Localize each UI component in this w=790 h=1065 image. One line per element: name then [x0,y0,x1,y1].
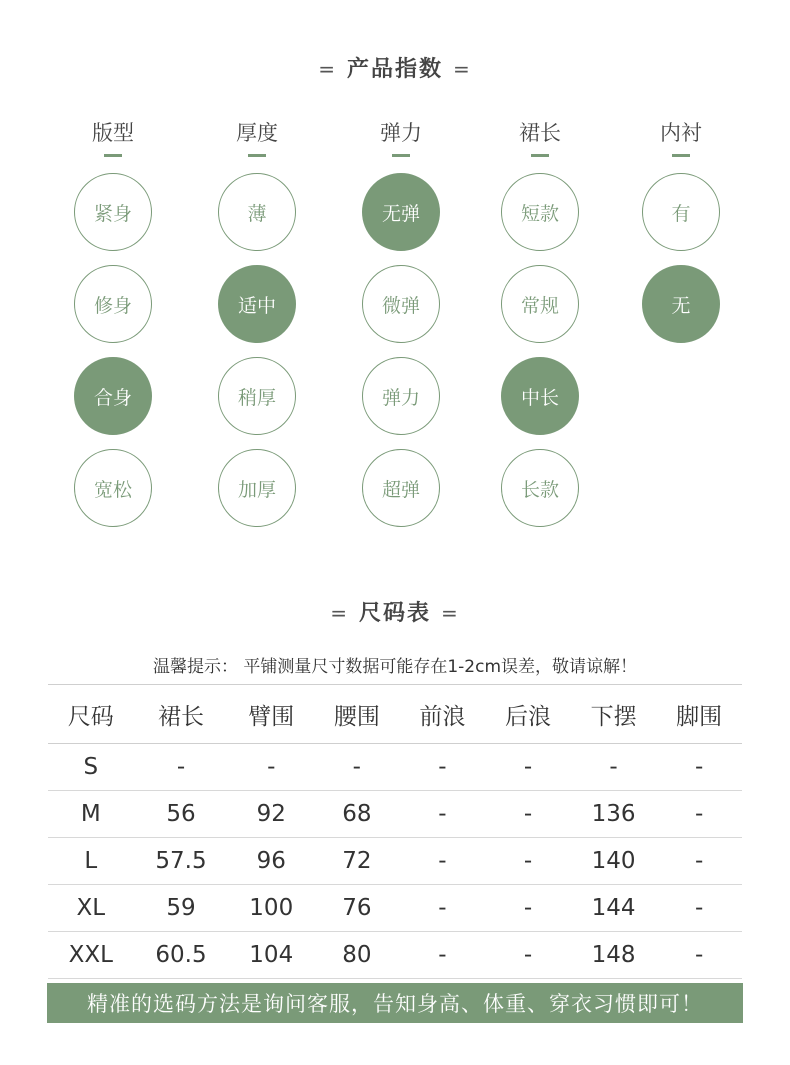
table-cell: - [656,932,742,979]
index-column [53,118,173,541]
index-option: 稍厚 [218,357,296,435]
table-cell: - [485,885,571,932]
table-cell: - [656,791,742,838]
column-underline [392,154,410,157]
column-header: 臂围 [228,685,314,744]
sizing-advice-banner: 精准的选码方法是询问客服，告知身高、体重、穿衣习惯即可！ [47,983,743,1023]
size-chart-title-text: 尺码表 [358,601,431,626]
table-cell: 76 [314,885,400,932]
index-option: 超弹 [362,449,440,527]
column-header: 下摆 [571,685,657,744]
column-header: 后浪 [485,685,571,744]
index-column [621,118,741,357]
index-option: 弹力 [362,357,440,435]
table-cell: 57.5 [134,838,229,885]
column-header: 尺码 [48,685,134,744]
table-cell: 100 [228,885,314,932]
index-option-selected: 无弹 [362,173,440,251]
table-cell: - [485,838,571,885]
index-column-title: 弹力 [380,121,422,145]
table-row [48,885,742,932]
table-cell: 140 [571,838,657,885]
table-cell: - [656,744,742,791]
table-cell: - [400,932,486,979]
product-index-title [0,52,790,83]
index-option: 紧身 [74,173,152,251]
table-cell: - [400,838,486,885]
table-cell: 68 [314,791,400,838]
eq-mark-left: = [318,57,337,81]
index-option-selected: 合身 [74,357,152,435]
table-cell: 59 [134,885,229,932]
index-option-selected: 适中 [218,265,296,343]
table-cell: 96 [228,838,314,885]
eq-mark-left: = [330,601,349,625]
eq-mark-right: = [441,601,460,625]
index-option: 宽松 [74,449,152,527]
index-column [480,118,600,541]
index-column [341,118,461,541]
size-label-cell: XXL [48,932,134,979]
table-cell: 72 [314,838,400,885]
index-column-title: 厚度 [236,121,278,145]
column-underline [672,154,690,157]
table-cell: 56 [134,791,229,838]
table-cell: - [400,744,486,791]
index-option: 修身 [74,265,152,343]
index-option-selected: 无 [642,265,720,343]
index-option: 有 [642,173,720,251]
table-row [48,744,742,791]
table-cell: - [400,791,486,838]
table-cell: - [228,744,314,791]
column-header: 腰围 [314,685,400,744]
column-header: 裙长 [134,685,229,744]
table-cell: - [314,744,400,791]
table-row [48,838,742,885]
index-column-title: 裙长 [519,121,561,145]
index-column [197,118,317,541]
table-cell: - [656,838,742,885]
table-cell: - [571,744,657,791]
table-cell: 92 [228,791,314,838]
table-cell: 60.5 [134,932,229,979]
table-row [48,791,742,838]
product-index-title-text: 产品指数 [346,57,443,82]
index-option: 长款 [501,449,579,527]
index-option: 短款 [501,173,579,251]
column-underline [248,154,266,157]
column-header: 前浪 [400,685,486,744]
size-label-cell: S [48,744,134,791]
table-cell: 144 [571,885,657,932]
index-option-selected: 中长 [501,357,579,435]
measurement-tip: 温馨提示： 平铺测量尺寸数据可能存在1-2cm误差，敬请谅解！ [152,657,638,677]
table-cell: - [400,885,486,932]
index-option: 加厚 [218,449,296,527]
table-cell: - [656,885,742,932]
index-option: 微弹 [362,265,440,343]
table-row [48,932,742,979]
index-column-title: 内衬 [660,121,702,145]
size-label-cell: L [48,838,134,885]
table-cell: 148 [571,932,657,979]
table-cell: - [485,744,571,791]
size-chart-title [0,596,790,627]
table-cell: 104 [228,932,314,979]
table-cell: 80 [314,932,400,979]
index-column-title: 版型 [92,121,134,145]
size-table [48,684,742,979]
index-option: 常规 [501,265,579,343]
column-underline [531,154,549,157]
size-label-cell: XL [48,885,134,932]
index-option: 薄 [218,173,296,251]
column-underline [104,154,122,157]
size-label-cell: M [48,791,134,838]
eq-mark-right: = [453,57,472,81]
table-cell: 136 [571,791,657,838]
table-cell: - [134,744,229,791]
size-table-header [48,685,742,744]
column-header: 脚围 [656,685,742,744]
table-cell: - [485,932,571,979]
table-cell: - [485,791,571,838]
